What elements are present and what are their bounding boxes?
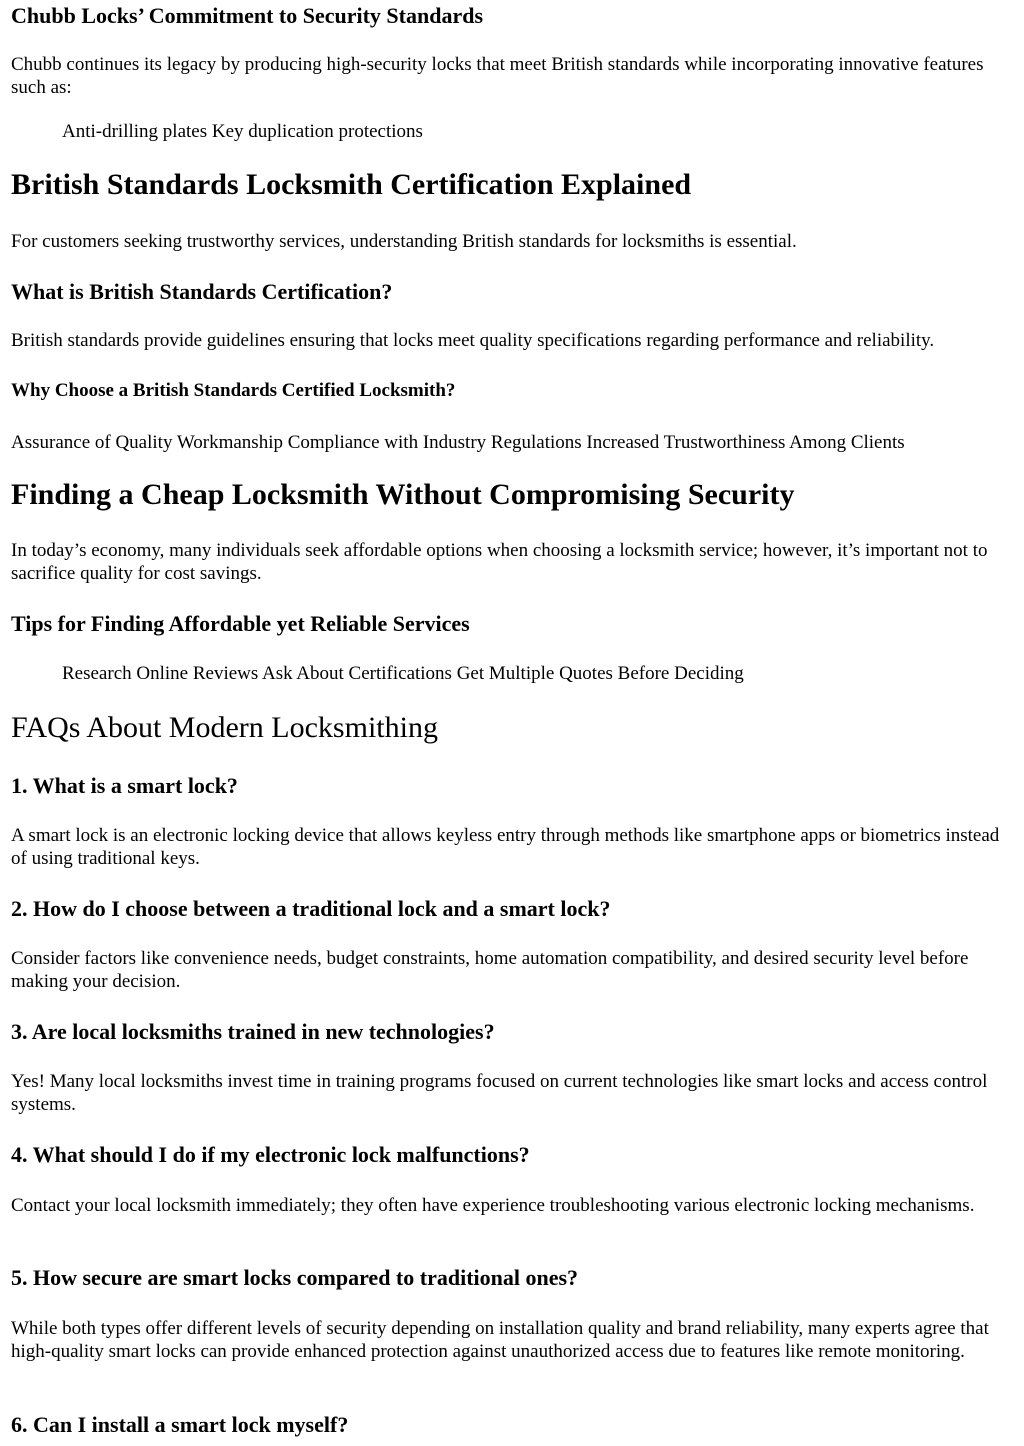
faq-answer-3: Yes! Many local locksmiths invest time in training programs focused on current technologies like smart locks and access control systems.: [11, 1071, 988, 1115]
section-heading-why: Why Choose a British Standards Certified Locksmith?: [11, 380, 456, 401]
section-heading-cheap: Finding a Cheap Locksmith Without Compromising Security: [11, 478, 795, 511]
faq-answer-2: Consider factors like convenience needs, budget constraints, home automation compatibility, and desired security level before making your decision.: [11, 948, 969, 992]
faq-question-1: 1. What is a smart lock?: [11, 773, 238, 798]
faq-question-2: 2. How do I choose between a traditional lock and a smart lock?: [11, 896, 611, 921]
paragraph-cheap: In today’s economy, many individuals seek affordable options when choosing a locksmith service; however, it’s important not to sacrifice quality for cost savings.: [11, 540, 988, 584]
section-heading-chubb: Chubb Locks’ Commitment to Security Standards: [11, 3, 484, 28]
list-chubb-features: Anti-drilling plates Key duplication protections: [62, 121, 423, 142]
paragraph-what-is: British standards provide guidelines ensuring that locks meet quality specifications regarding performance and reliability.: [11, 330, 935, 351]
faq-question-6: 6. Can I install a smart lock myself?: [11, 1412, 349, 1437]
paragraph-chubb: Chubb continues its legacy by producing high-security locks that meet British standards while incorporating innovative features such as:: [11, 54, 984, 98]
list-tips: Research Online Reviews Ask About Certifications Get Multiple Quotes Before Deciding: [62, 663, 744, 684]
section-heading-faq: FAQs About Modern Locksmithing: [11, 711, 438, 744]
faq-question-3: 3. Are local locksmiths trained in new technologies?: [11, 1019, 495, 1044]
faq-answer-1: A smart lock is an electronic locking device that allows keyless entry through methods like smartphone apps or biometrics instead of using traditional keys.: [11, 825, 1000, 869]
faq-answer-4: Contact your local locksmith immediately; they often have experience troubleshooting various electronic locking mechanisms.: [11, 1195, 975, 1216]
section-heading-what-is: What is British Standards Certification?: [11, 279, 393, 304]
section-heading-british: British Standards Locksmith Certification Explained: [11, 168, 692, 201]
faq-question-5: 5. How secure are smart locks compared to traditional ones?: [11, 1265, 579, 1290]
paragraph-british: For customers seeking trustworthy services, understanding British standards for locksmiths is essential.: [11, 231, 797, 252]
section-heading-tips: Tips for Finding Affordable yet Reliable Services: [11, 611, 470, 636]
faq-answer-5: While both types offer different levels of security depending on installation quality and brand reliability, many experts agree that high-quality smart locks can provide enhanced protection against unauthorized access due to features like remote monitoring.: [11, 1318, 989, 1362]
faq-question-4: 4. What should I do if my electronic lock malfunctions?: [11, 1142, 530, 1167]
list-why-reasons: Assurance of Quality Workmanship Compliance with Industry Regulations Increased Trustworthiness Among Clients: [11, 432, 905, 453]
